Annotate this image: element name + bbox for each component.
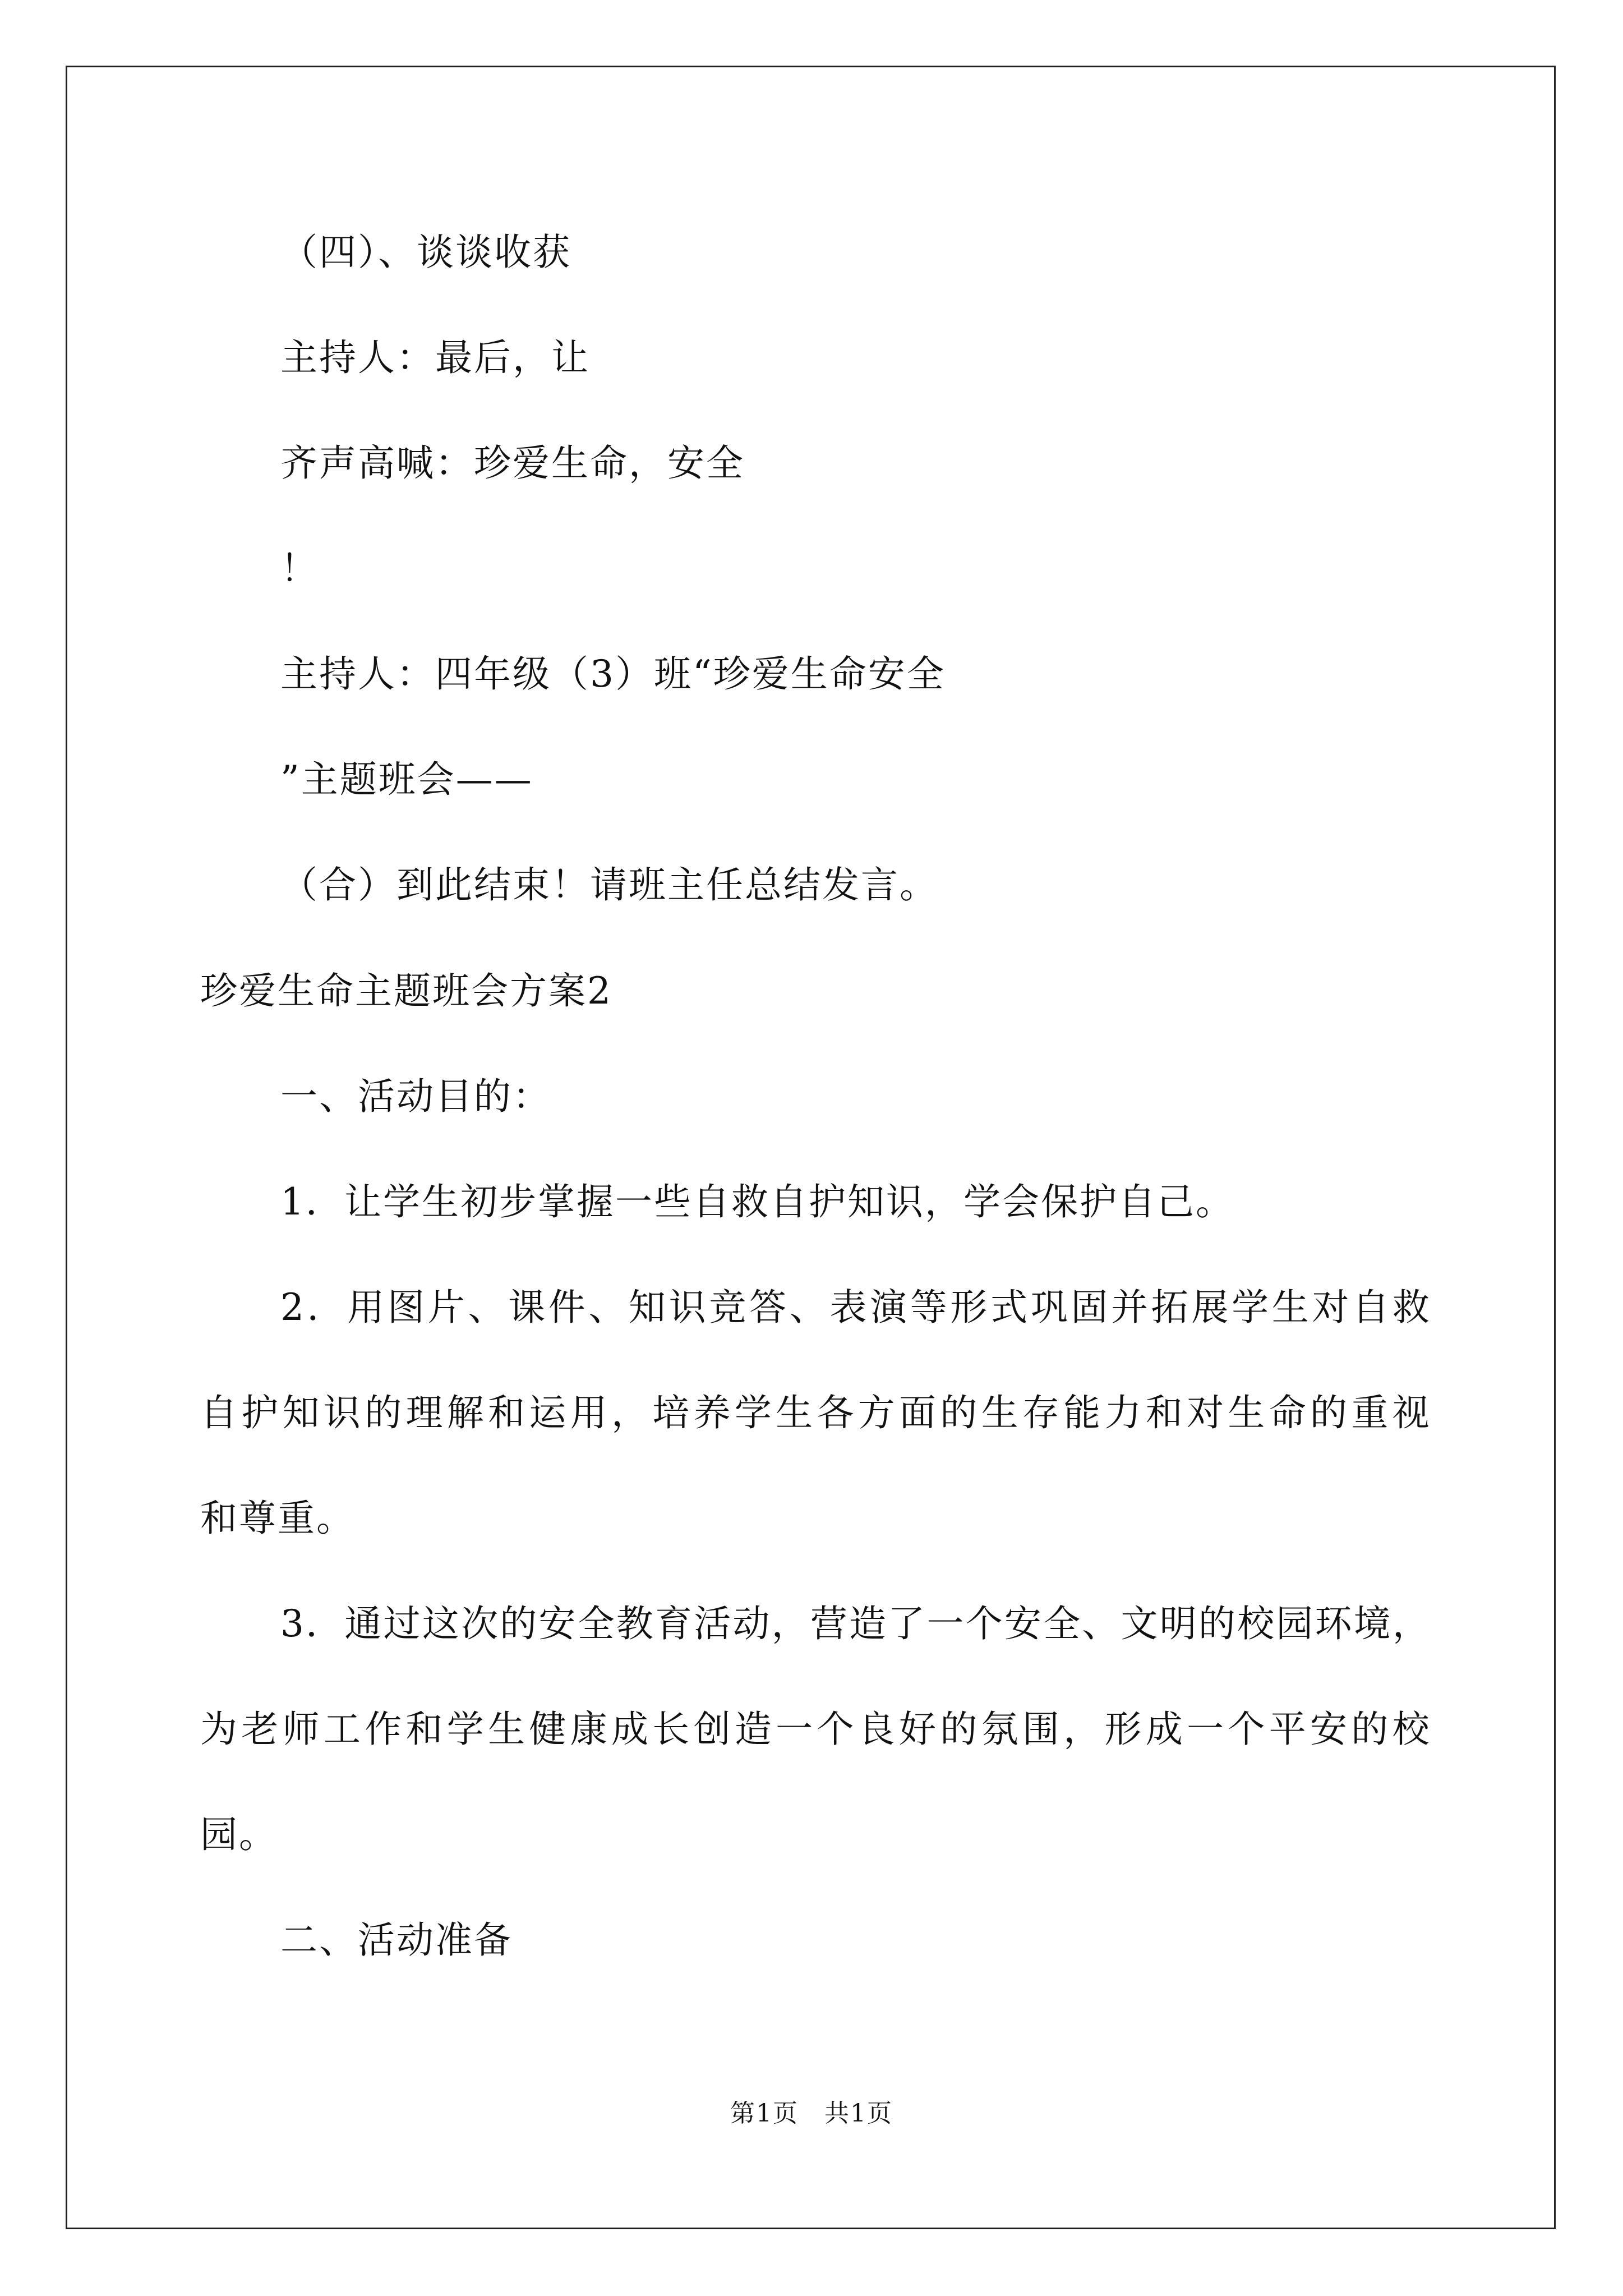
justified-char: 自: [1352, 1286, 1390, 1329]
justified-char: 识: [668, 1286, 706, 1329]
justified-char: 和: [405, 1708, 443, 1751]
justified-char: 护: [241, 1391, 279, 1434]
chant-line: 齐声高喊：珍爱生命，安全: [280, 441, 745, 485]
justified-char: 安: [1004, 1602, 1041, 1645]
justified-char: 校: [1392, 1708, 1430, 1751]
justified-char: 3: [280, 1602, 304, 1645]
justified-char: 等: [910, 1286, 947, 1329]
justified-char: 教: [616, 1602, 653, 1645]
justified-char: 氛: [981, 1708, 1018, 1751]
justified-char: 答: [749, 1286, 787, 1329]
justified-char: 文: [1121, 1602, 1158, 1645]
justified-char: 对: [1187, 1391, 1224, 1434]
host-line-closing: 主持人：四年级（3）班“珍爱生命安全: [280, 652, 946, 696]
justified-char: 表: [829, 1286, 867, 1329]
justified-char: 存: [1022, 1391, 1059, 1434]
justified-char: 成: [1145, 1708, 1183, 1751]
justified-char: ．: [306, 1602, 343, 1645]
justified-char: 件: [548, 1286, 585, 1329]
section-heading-goals: 一、活动目的：: [280, 1075, 551, 1118]
justified-char: 、: [468, 1286, 505, 1329]
justified-char: 康: [570, 1708, 607, 1751]
goal-item-2: [280, 1285, 1430, 1330]
justified-char: ，: [1063, 1708, 1101, 1751]
justified-char: 知: [629, 1286, 666, 1329]
justified-char: 对: [1312, 1286, 1349, 1329]
section-heading-harvest: （四）、谈谈收获: [280, 231, 571, 274]
justified-char: 了: [888, 1602, 925, 1645]
justified-char: 生: [1271, 1286, 1309, 1329]
justified-char: 的: [1198, 1602, 1235, 1645]
justified-char: 面: [899, 1391, 937, 1434]
justified-char: 营: [810, 1602, 847, 1645]
justified-char: 个: [817, 1708, 854, 1751]
goal-item-3-cont: [200, 1707, 1430, 1752]
justified-char: 这: [422, 1602, 459, 1645]
justified-char: 生: [1228, 1391, 1265, 1434]
justified-char: 学: [446, 1708, 484, 1751]
justified-char: 理: [405, 1391, 443, 1434]
justified-char: 老: [241, 1708, 279, 1751]
justified-char: 和: [488, 1391, 525, 1434]
justified-char: 园: [1276, 1602, 1313, 1645]
justified-char: 的: [1351, 1708, 1389, 1751]
justified-char: 的: [365, 1391, 402, 1434]
justified-char: 知: [282, 1391, 320, 1434]
justified-char: 演: [870, 1286, 907, 1329]
plan-title: 珍爱生命主题班会方案2: [200, 969, 612, 1013]
justified-char: 、: [1082, 1602, 1119, 1645]
page-footer: 第1页 共1页: [730, 2099, 893, 2128]
host-line-closing-cont: ”主题班会——: [280, 758, 533, 801]
justified-char: 境: [1353, 1602, 1391, 1645]
justified-char: 识: [323, 1391, 361, 1434]
justified-char: 个: [965, 1602, 1003, 1645]
justified-char: 创: [693, 1708, 731, 1751]
justified-char: 全: [1043, 1602, 1081, 1645]
justified-char: 通: [344, 1602, 382, 1645]
justified-char: 各: [817, 1391, 854, 1434]
justified-char: 工: [323, 1708, 361, 1751]
justified-char: 造: [849, 1602, 887, 1645]
justified-char: 好: [899, 1708, 937, 1751]
justified-char: 成: [611, 1708, 648, 1751]
justified-char: 育: [655, 1602, 693, 1645]
justified-char: 图: [388, 1286, 425, 1329]
page-frame: [66, 66, 1556, 2229]
justified-char: 力: [1104, 1391, 1142, 1434]
justified-char: 造: [734, 1708, 772, 1751]
justified-char: 自: [200, 1391, 237, 1434]
justified-char: 方: [857, 1391, 895, 1434]
closing-statement: （合）到此结束！请班主任总结发言。: [280, 863, 938, 907]
justified-char: 健: [529, 1708, 566, 1751]
justified-char: 的: [940, 1708, 978, 1751]
goal-item-1: 1．让学生初步掌握一些自救自护知识，学会保护自己。: [280, 1180, 1234, 1223]
chant-exclamation: ！: [280, 547, 319, 590]
justified-char: 安: [1310, 1708, 1348, 1751]
justified-char: 学: [734, 1391, 772, 1434]
justified-char: 用: [347, 1286, 385, 1329]
justified-char: 固: [1071, 1286, 1108, 1329]
justified-char: 良: [857, 1708, 895, 1751]
goal-item-3-end: 园。: [200, 1813, 278, 1856]
justified-char: 养: [693, 1391, 731, 1434]
justified-char: 式: [990, 1286, 1028, 1329]
justified-char: 救: [1392, 1286, 1430, 1329]
justified-char: 个: [1228, 1708, 1265, 1751]
justified-char: 片: [427, 1286, 465, 1329]
justified-char: 明: [1159, 1602, 1197, 1645]
justified-char: 和: [1145, 1391, 1183, 1434]
justified-char: 培: [652, 1391, 690, 1434]
section-heading-preparation: 二、活动准备: [280, 1918, 513, 1962]
goal-item-2-cont: [200, 1391, 1430, 1435]
justified-char: 的: [500, 1602, 537, 1645]
justified-char: 巩: [1030, 1286, 1068, 1329]
goal-item-3: [280, 1602, 1430, 1646]
justified-char: 安: [538, 1602, 576, 1645]
justified-char: 用: [570, 1391, 607, 1434]
justified-char: 全: [577, 1602, 615, 1645]
justified-char: 拓: [1151, 1286, 1188, 1329]
justified-char: 作: [365, 1708, 402, 1751]
justified-char: 展: [1191, 1286, 1229, 1329]
justified-char: 生: [981, 1391, 1018, 1434]
justified-char: 环: [1315, 1602, 1352, 1645]
justified-char: 一: [1187, 1708, 1224, 1751]
justified-char: 长: [652, 1708, 690, 1751]
justified-char: 活: [694, 1602, 731, 1645]
justified-char: 能: [1063, 1391, 1101, 1434]
justified-char: 的: [1310, 1391, 1348, 1434]
goal-item-2-end: 和尊重。: [200, 1497, 355, 1540]
justified-char: 2: [280, 1286, 304, 1329]
justified-char: 围: [1022, 1708, 1059, 1751]
justified-char: 、: [789, 1286, 827, 1329]
justified-char: 形: [1104, 1708, 1142, 1751]
justified-char: 形: [950, 1286, 988, 1329]
justified-char: 为: [200, 1708, 237, 1751]
justified-char: 动: [732, 1602, 770, 1645]
justified-char: 课: [508, 1286, 546, 1329]
justified-char: 生: [776, 1391, 813, 1434]
justified-char: 一: [926, 1602, 964, 1645]
justified-char: ，: [1392, 1602, 1430, 1645]
justified-char: 平: [1269, 1708, 1306, 1751]
justified-char: 解: [446, 1391, 484, 1434]
justified-char: 视: [1392, 1391, 1430, 1434]
justified-char: 学: [1232, 1286, 1269, 1329]
justified-char: 生: [488, 1708, 525, 1751]
justified-char: ，: [611, 1391, 648, 1434]
justified-char: 命: [1269, 1391, 1306, 1434]
justified-char: ．: [307, 1286, 344, 1329]
justified-char: 次: [461, 1602, 499, 1645]
justified-char: 竞: [709, 1286, 746, 1329]
justified-char: 一: [776, 1708, 813, 1751]
justified-char: 校: [1237, 1602, 1275, 1645]
host-line-final: 主持人：最后，让: [280, 336, 590, 379]
justified-char: 运: [529, 1391, 566, 1434]
justified-char: 重: [1351, 1391, 1389, 1434]
justified-char: 过: [383, 1602, 421, 1645]
justified-char: 、: [588, 1286, 626, 1329]
justified-char: 师: [282, 1708, 320, 1751]
justified-char: ，: [771, 1602, 809, 1645]
justified-char: 的: [940, 1391, 978, 1434]
justified-char: 并: [1111, 1286, 1149, 1329]
